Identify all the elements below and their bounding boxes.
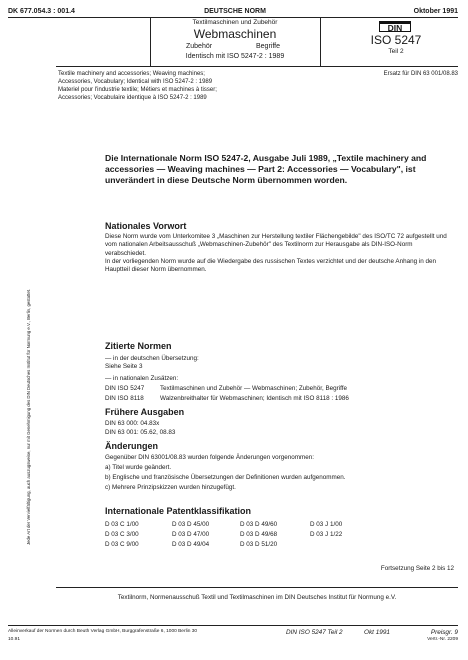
translation-line: Accessories, Vocabulary; Identical with ISO 5247-2 : 1989 (58, 79, 213, 85)
doc-id: DK 677.054.3 : 001.4 (8, 8, 75, 15)
reference-date: Okt 1991 (364, 629, 390, 636)
translation-line: Accessories; Vocabulaire identique à ISO 5247-2 : 1989 (58, 95, 207, 101)
patent-class: D 03 C 9/00 (105, 541, 139, 548)
norm-type: DEUTSCHE NORM (204, 8, 266, 15)
aenderungen-intro: Gegenüber DIN 63001/08.83 wurden folgende Änderungen vorgenommen: (105, 454, 314, 461)
copyright-side-note: Jede Art der Vervielfältigung, auch auszugsweise, nur mit Genehmigung des DIN Deutsches Institut für Normung e.V., Berlin, gestattet. (26, 288, 31, 545)
reference-code: DIN ISO 5247 (105, 385, 145, 392)
title-rule (56, 66, 458, 67)
din-logo: DIN (379, 21, 411, 32)
patent-class: D 03 D 49/68 (240, 531, 278, 538)
standard-number: ISO 5247 (370, 33, 422, 47)
header-rule (8, 17, 458, 18)
standard-reference: DIN ISO 5247 Teil 2 (286, 629, 343, 636)
reference-title: Walzenbreithalter für Webmaschinen; Identisch mit ISO 8118 : 1986 (160, 395, 349, 402)
patent-class: D 03 C 1/00 (105, 521, 139, 528)
issue-date: Oktober 1991 (413, 8, 458, 15)
change-item: b) Englische und französische Übersetzungen der Definitionen wurden aufgenommen. (105, 474, 346, 481)
patent-class: D 03 J 1/22 (310, 531, 343, 538)
patent-class: D 03 D 45/00 (172, 521, 210, 528)
page-title: Webmaschinen (193, 27, 277, 41)
intro-statement: Die Internationale Norm ISO 5247-2, Ausgabe Juli 1989, „Textile machinery and accessories — Weaving machines — Part 2: Accessories — Vocabulary", ist unverändert in diese Deutsche Norm übernommen worden. (105, 153, 427, 185)
replacement-note: Ersatz für DIN 63 001/08.83 (383, 71, 458, 77)
title-divider-right (320, 17, 321, 66)
patent-heading: Internationale Patentklassifikation (105, 506, 252, 516)
edition-line: DIN 63 001: 05.62, 08.83 (105, 429, 176, 436)
vorwort-paragraph: Diese Norm wurde vom Unterkomitee 3 „Maschinen zur Herstellung textiler Flächengebilde" des ISO/TC 72 aufgestellt und vom nationalen Arbeitsausschuß „Webmaschinen-Zubehör" des Textilnorm zur Herausgabe als DIN-ISO-Norm verabschiedet. (105, 233, 447, 257)
translation-line: Textile machinery and accessories; Weaving machines; (58, 71, 205, 77)
price-group: Preisgr. 9 (430, 629, 458, 636)
zitierte-line: — in der deutschen Übersetzung: (105, 355, 199, 362)
reference-code: DIN ISO 8118 (105, 395, 144, 402)
fruehere-heading: Frühere Ausgaben (105, 407, 185, 417)
distribution-number: Vertr.-Nr. 2209 (427, 637, 458, 642)
title-subtitle: Textilmaschinen und Zubehör (192, 19, 278, 26)
edition-line: DIN 63 000: 04.83x (105, 420, 160, 427)
patent-class: D 03 D 49/60 (240, 521, 278, 528)
vorwort-heading: Nationales Vorwort (105, 221, 187, 231)
zitierte-line: — in nationalen Zusätzen: (105, 375, 179, 382)
standard-part: Teil 2 (388, 48, 404, 55)
zitierte-heading: Zitierte Normen (105, 341, 172, 351)
print-date: 10.91 (8, 637, 21, 642)
reference-title: Textilmaschinen und Zubehör — Webmaschinen; Zubehör, Begriffe (160, 385, 348, 392)
continued-note: Fortsetzung Seite 2 bis 12 (380, 565, 454, 572)
title-identical: Identisch mit ISO 5247-2 : 1989 (185, 53, 285, 60)
translation-line: Materiel pour l'industrie textile; Métiers et machines à tisser; (58, 87, 217, 93)
change-item: a) Titel wurde geändert. (105, 464, 172, 471)
title-sub-left: Zubehör (186, 43, 213, 50)
patent-class: D 03 J 1/00 (310, 521, 343, 528)
footer-organisation: Textilnorm, Normenausschuß Textil und Textilmaschinen im DIN Deutsches Institut für Normung e.V. (117, 594, 397, 601)
change-item: c) Mehrere Prinzipskizzen wurden hinzugefügt. (105, 484, 236, 491)
patent-class: D 03 D 51/20 (240, 541, 278, 548)
footer-rule-bottom (8, 625, 458, 626)
zitierte-line: Siehe Seite 3 (105, 363, 143, 370)
patent-class: D 03 D 47/00 (172, 531, 210, 538)
footer-rule-top (56, 587, 458, 588)
patent-class: D 03 C 3/00 (105, 531, 139, 538)
title-sub-right: Begriffe (256, 43, 280, 50)
distribution-note: Alleinverkauf der Normen durch Beuth Verlag GmbH, Burggrafenstraße 6, 1000 Berlin 30 (8, 629, 198, 634)
vorwort-paragraph: In der vorliegenden Norm wurde auf die Wiedergabe des russischen Textes verzichtet und der deutsche Anhang in den Hauptteil dieser Norm übernommen. (105, 258, 437, 274)
translations (58, 70, 358, 102)
aenderungen-heading: Änderungen (105, 441, 158, 451)
patent-class: D 03 D 49/04 (172, 541, 210, 548)
